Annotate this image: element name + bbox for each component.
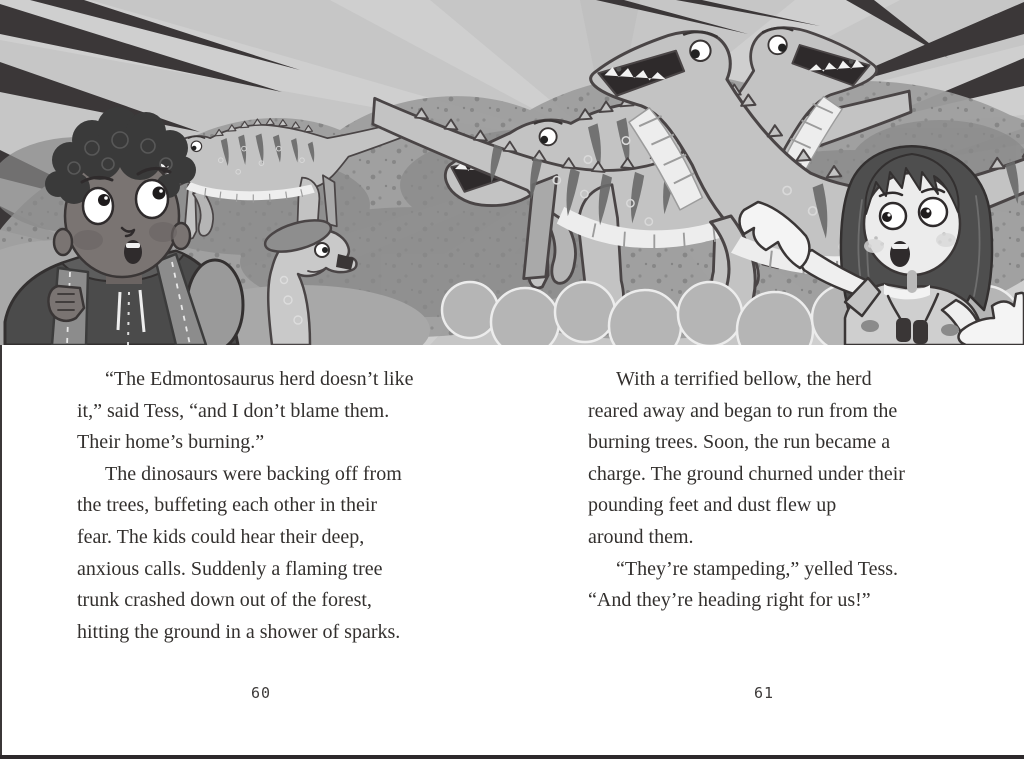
text-line: hitting the ground in a shower of sparks. <box>77 620 401 643</box>
right-page-text <box>588 364 940 617</box>
text-line: “And they’re heading right for us!” <box>588 589 871 612</box>
right-page-number: 61 <box>753 684 775 702</box>
text-line: charge. The ground churned under their <box>588 462 905 485</box>
text-line: “The Edmontosaurus herd doesn’t like <box>105 368 414 390</box>
text-line: The dinosaurs were backing off from <box>105 462 402 485</box>
text-line: fear. The kids could hear their deep, <box>77 525 365 548</box>
text-line: burning trees. Soon, the run became a <box>588 431 891 454</box>
footer-bar <box>0 755 1024 759</box>
text-line: “They’re stampeding,” yelled Tess. <box>616 557 899 580</box>
text-line: anxious calls. Suddenly a flaming tree <box>77 557 383 580</box>
text-line: With a terrified bellow, the herd <box>616 368 872 390</box>
text-line: the trees, buffeting each other in their <box>77 494 378 517</box>
left-page-number: 60 <box>250 684 272 702</box>
text-line: trunk crashed down out of the forest, <box>77 589 372 612</box>
page-edge-line <box>0 345 2 756</box>
text-line: Their home’s burning.” <box>77 431 265 454</box>
left-page-text <box>77 364 445 648</box>
story-illustration <box>0 0 1024 345</box>
text-line: pounding feet and dust flew up <box>588 494 837 517</box>
boy-hand <box>48 286 84 321</box>
text-line: reared away and began to run from the <box>588 399 898 422</box>
text-line: around them. <box>588 525 694 548</box>
text-line: it,” said Tess, “and I don’t blame them. <box>77 399 390 422</box>
